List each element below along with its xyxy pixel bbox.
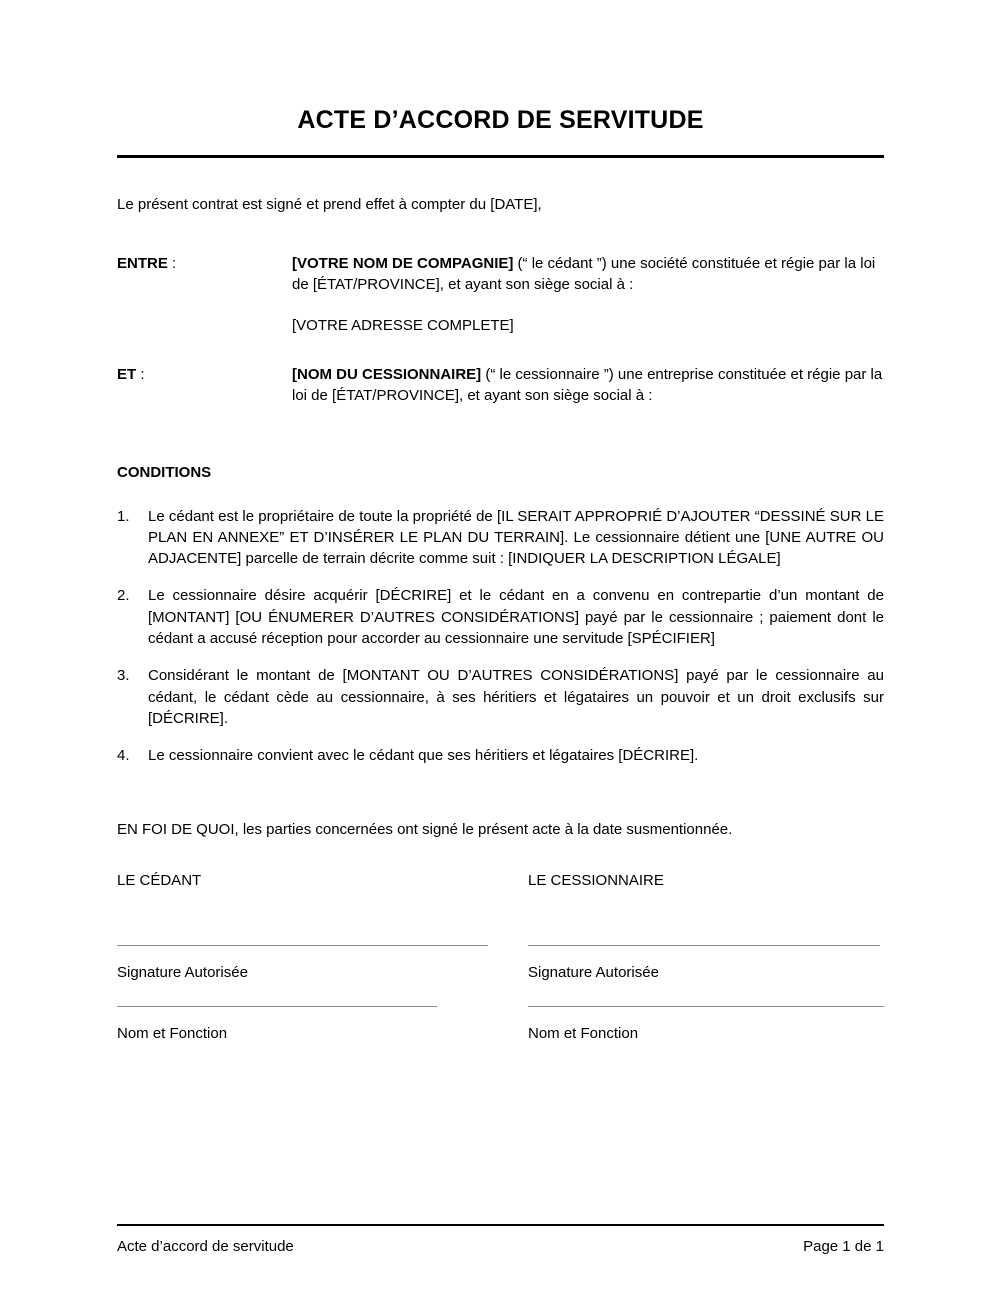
party-body-assignor-line [292, 253, 884, 296]
name-line-assignee[interactable] [528, 1006, 884, 1007]
footer-page-number: Page 1 de 1 [803, 1237, 884, 1255]
party-row-assignee [117, 364, 884, 407]
party-desc-assignee: (“ le cessionnaire ”) une entreprise constituée et régie par la loi de [ÉTAT/PROVINCE], et ayant son siège social à : [292, 365, 883, 404]
name-line-assignor[interactable] [117, 1006, 437, 1007]
list-item [117, 506, 884, 570]
signature-heading-assignee: LE CESSIONNAIRE [528, 871, 664, 889]
party-label-assignor-suffix: : [167, 254, 177, 272]
signature-column-assignee [528, 870, 884, 1045]
name-caption-assignee: Nom et Fonction [528, 1025, 639, 1043]
list-item-text: Le cédant est le propriétaire de toute la propriété de [IL SERAIT APPROPRIÉ D’AJOUTER “DESSINÉ SUR LE PLAN EN ANNEXE” ET D’INSÉRER LE PLAN DU TERRAIN]. Le cessionnaire détient une [UNE AUTRE OU ADJACENTE] parcelle de terrain décrite comme suit : [INDIQUER LA DESCRIPTION LÉGALE] [148, 507, 884, 568]
document-content [117, 0, 884, 1045]
party-body-assignor [292, 253, 884, 337]
party-label-assignor [117, 253, 292, 274]
signature-line-assignor[interactable] [117, 945, 488, 946]
party-body-assignee-line [292, 364, 884, 407]
signature-caption-assignee: Signature Autorisée [528, 964, 659, 982]
signature-caption-assignor: Signature Autorisée [117, 964, 248, 982]
list-item-text: Considérant le montant de [MONTANT OU D’AUTRES CONSIDÉRATIONS] payé par le cessionnaire au cédant, le cédant cède au cessionnaire, à ses héritiers et légataires un pouvoir et un droit exclusifs sur [DÉCRIRE]. [148, 667, 884, 727]
list-item-number: 4. [117, 747, 130, 765]
parties-section [117, 253, 884, 406]
party-label-assignor-bold: ENTRE [117, 254, 168, 272]
party-body-assignee [292, 364, 884, 407]
party-name-assignor: [VOTRE NOM DE COMPAGNIE] [292, 254, 514, 272]
signature-column-assignor [117, 870, 528, 1045]
list-item-number: 3. [117, 667, 130, 685]
list-item-number: 1. [117, 507, 130, 525]
party-label-assignee-bold: ET [117, 365, 137, 383]
name-caption-assignor: Nom et Fonction [117, 1025, 228, 1043]
title-divider [117, 155, 884, 158]
list-item-text: Le cessionnaire désire acquérir [DÉCRIRE] et le cédant en a convenu en contrepartie d’un montant de [MONTANT] [OU ÉNUMERER D’AUTRES CONSIDÉRATIONS] payé par le cessionnaire ; paiement dont le cédant a accusé réception pour accorder au cessionnaire une servitude [SPÉCIFIER] [148, 587, 884, 648]
page-title: ACTE D’ACCORD DE SERVITUDE [297, 106, 704, 134]
signature-line-assignee[interactable] [528, 945, 880, 946]
signature-headings-row [117, 870, 884, 1045]
party-name-assignee: [NOM DU CESSIONNAIRE] [292, 365, 482, 383]
party-label-assignee [117, 364, 292, 385]
page-footer [117, 1224, 884, 1257]
list-item [117, 745, 884, 766]
intro-paragraph: Le présent contrat est signé et prend effet à compter du [DATE], [117, 195, 542, 213]
signature-heading-assignor: LE CÉDANT [117, 871, 202, 889]
footer-document-name: Acte d’accord de servitude [117, 1237, 294, 1255]
party-desc-assignor: (“ le cédant ”) une société constituée et régie par la loi de [ÉTAT/PROVINCE], et ayant son siège social à : [292, 254, 876, 294]
closing-statement: EN FOI DE QUOI, les parties concernées ont signé le présent acte à la date susmentionnée. [117, 820, 733, 838]
list-item-text: Le cessionnaire convient avec le cédant que ses héritiers et légataires [DÉCRIRE]. [148, 747, 699, 765]
party-row-assignor [117, 253, 884, 337]
party-address-assignor: [VOTRE ADRESSE COMPLETE] [292, 317, 514, 335]
conditions-list [117, 506, 884, 767]
list-item [117, 665, 884, 729]
signature-block [117, 870, 884, 1045]
list-item [117, 585, 884, 649]
footer-divider [117, 1224, 884, 1226]
footer-row [117, 1236, 884, 1257]
list-item-number: 2. [117, 587, 130, 605]
conditions-heading: CONDITIONS [117, 464, 212, 482]
party-label-assignee-suffix: : [136, 365, 145, 383]
